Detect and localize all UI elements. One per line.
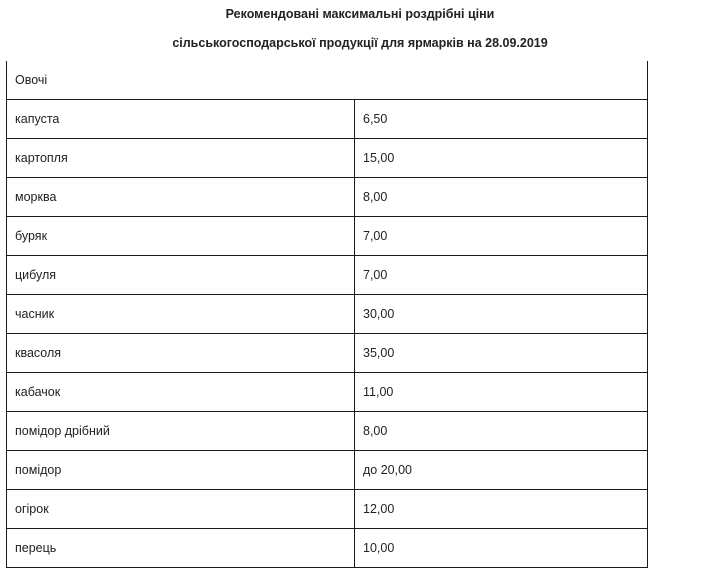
product-price-cell: 6,50 [355,100,648,139]
category-row [7,61,648,100]
product-price-cell: 35,00 [355,334,648,373]
table-row [7,412,648,451]
table-row [7,490,648,529]
product-name-cell: помідор [7,451,355,490]
category-cell: Овочі [7,61,648,100]
product-price-cell: 7,00 [355,217,648,256]
product-name-cell: буряк [7,217,355,256]
product-price-cell: 11,00 [355,373,648,412]
page-title-line-2: сільськогосподарської продукції для ярмарків на 28.09.2019 [172,36,548,50]
table-row [7,295,648,334]
product-price-cell: 8,00 [355,412,648,451]
product-price-cell: 15,00 [355,139,648,178]
table-row [7,451,648,490]
table-row [7,373,648,412]
price-table [6,61,648,568]
product-name-cell: картопля [7,139,355,178]
product-name-cell: морква [7,178,355,217]
product-price-cell: 8,00 [355,178,648,217]
product-price-cell: 30,00 [355,295,648,334]
table-row [7,139,648,178]
product-price-cell: 12,00 [355,490,648,529]
table-row [7,334,648,373]
product-name-cell: квасоля [7,334,355,373]
table-row [7,178,648,217]
table-row [7,100,648,139]
product-name-cell: перець [7,529,355,568]
page-title-line-1: Рекомендовані максимальні роздрібні ціни [225,7,495,21]
table-row [7,256,648,295]
table-row [7,217,648,256]
product-name-cell: помідор дрібний [7,412,355,451]
product-name-cell: огірок [7,490,355,529]
product-name-cell: цибуля [7,256,355,295]
product-price-cell: 7,00 [355,256,648,295]
table-row [7,529,648,568]
product-name-cell: часник [7,295,355,334]
product-name-cell: капуста [7,100,355,139]
product-price-cell: до 20,00 [355,451,648,490]
product-name-cell: кабачок [7,373,355,412]
product-price-cell: 10,00 [355,529,648,568]
